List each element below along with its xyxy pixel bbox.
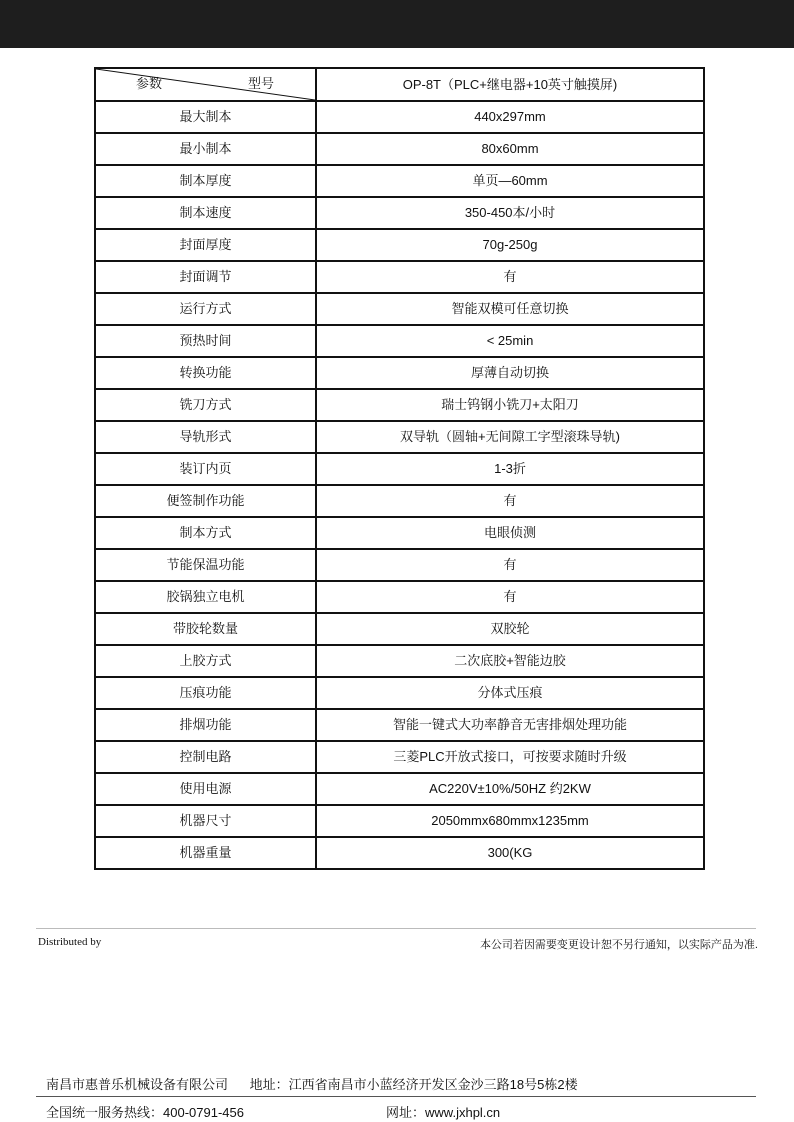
value-cell: 厚薄自动切换 — [316, 357, 704, 389]
footer-divider-bottom — [36, 1096, 756, 1097]
table-row — [95, 165, 704, 197]
table-row — [95, 197, 704, 229]
model-value: OP-8T（PLC+继电器+10英寸触摸屏) — [316, 68, 704, 101]
contact-line — [46, 1102, 746, 1121]
value-cell: 有 — [316, 549, 704, 581]
value-cell: 80x60mm — [316, 133, 704, 165]
param-cell: 铣刀方式 — [95, 389, 316, 421]
table-row — [95, 517, 704, 549]
value-cell: 双胶轮 — [316, 613, 704, 645]
table-row — [95, 741, 704, 773]
table-row — [95, 709, 704, 741]
value-cell: 有 — [316, 261, 704, 293]
website-group — [386, 1102, 500, 1121]
footer-divider-top — [36, 928, 756, 929]
param-cell: 节能保温功能 — [95, 549, 316, 581]
table-row — [95, 549, 704, 581]
table-row — [95, 805, 704, 837]
value-cell: 智能双模可任意切换 — [316, 293, 704, 325]
param-cell: 最大制本 — [95, 101, 316, 133]
param-cell: 胶锅独立电机 — [95, 581, 316, 613]
table-header-row — [95, 68, 704, 101]
website-link[interactable]: www.jxhpl.cn — [425, 1105, 501, 1120]
table-row — [95, 293, 704, 325]
address-text: 江西省南昌市小蓝经济开发区金沙三路18号5栋2楼 — [288, 1077, 578, 1092]
table-row — [95, 773, 704, 805]
param-cell: 装订内页 — [95, 453, 316, 485]
param-cell: 预热时间 — [95, 325, 316, 357]
model-header-label: 型号 — [248, 76, 275, 91]
address-label: 地址： — [249, 1077, 289, 1092]
param-cell: 排烟功能 — [95, 709, 316, 741]
value-cell: 分体式压痕 — [316, 677, 704, 709]
value-cell: 智能一键式大功率静音无害排烟处理功能 — [316, 709, 704, 741]
spec-table — [94, 67, 705, 870]
table-row — [95, 133, 704, 165]
table-row — [95, 357, 704, 389]
param-cell: 上胶方式 — [95, 645, 316, 677]
value-cell: 双导轨（圆轴+无间隙工字型滚珠导轨) — [316, 421, 704, 453]
value-cell: 440x297mm — [316, 101, 704, 133]
value-cell: 瑞士钨钢小铣刀+太阳刀 — [316, 389, 704, 421]
param-cell: 最小制本 — [95, 133, 316, 165]
notice-text: 本公司若因需要变更设计恕不另行通知，以实际产品为准. — [479, 939, 758, 951]
value-cell: 二次底胶+智能边胶 — [316, 645, 704, 677]
param-cell: 封面厚度 — [95, 229, 316, 261]
table-row — [95, 229, 704, 261]
value-cell: 电眼侦测 — [316, 517, 704, 549]
hotline-label: 全国统一服务热线： — [46, 1105, 164, 1120]
table-row — [95, 485, 704, 517]
table-row — [95, 677, 704, 709]
value-cell: < 25min — [316, 325, 704, 357]
diagonal-header-cell — [95, 68, 316, 101]
value-cell: 有 — [316, 485, 704, 517]
hotline-number: 400-0791-456 — [163, 1105, 244, 1120]
param-cell: 导轨形式 — [95, 421, 316, 453]
value-cell: 300(KG — [316, 837, 704, 869]
value-cell: 2050mmx680mmx1235mm — [316, 805, 704, 837]
value-cell: 有 — [316, 581, 704, 613]
param-cell: 制本方式 — [95, 517, 316, 549]
param-cell: 机器重量 — [95, 837, 316, 869]
param-cell: 运行方式 — [95, 293, 316, 325]
table-row — [95, 325, 704, 357]
param-cell: 便签制作功能 — [95, 485, 316, 517]
table-row — [95, 581, 704, 613]
diagonal-line — [96, 69, 315, 100]
param-cell: 带胶轮数量 — [95, 613, 316, 645]
value-cell: 1-3折 — [316, 453, 704, 485]
value-cell: 三菱PLC开放式接口，可按要求随时升级 — [316, 741, 704, 773]
value-cell: 单页—60mm — [316, 165, 704, 197]
table-row — [95, 613, 704, 645]
table-row — [95, 837, 704, 869]
header-bar — [0, 0, 794, 48]
table-row — [95, 645, 704, 677]
param-cell: 控制电路 — [95, 741, 316, 773]
value-cell: 350-450本/小时 — [316, 197, 704, 229]
param-cell: 转换功能 — [95, 357, 316, 389]
website-label: 网址： — [386, 1105, 426, 1120]
param-cell: 制本速度 — [95, 197, 316, 229]
table-row — [95, 389, 704, 421]
company-name: 南昌市惠普乐机械设备有限公司 — [46, 1077, 229, 1092]
table-row — [95, 453, 704, 485]
param-cell: 制本厚度 — [95, 165, 316, 197]
value-cell: AC220V±10%/50HZ 约2KW — [316, 773, 704, 805]
value-cell: 70g-250g — [316, 229, 704, 261]
param-cell: 压痕功能 — [95, 677, 316, 709]
table-row — [95, 101, 704, 133]
company-line — [46, 1074, 578, 1093]
param-cell: 使用电源 — [95, 773, 316, 805]
distributed-by: Distributed by — [38, 936, 102, 948]
param-cell: 封面调节 — [95, 261, 316, 293]
table-row — [95, 261, 704, 293]
param-cell: 机器尺寸 — [95, 805, 316, 837]
table-row — [95, 421, 704, 453]
param-header-label: 参数 — [136, 76, 163, 91]
